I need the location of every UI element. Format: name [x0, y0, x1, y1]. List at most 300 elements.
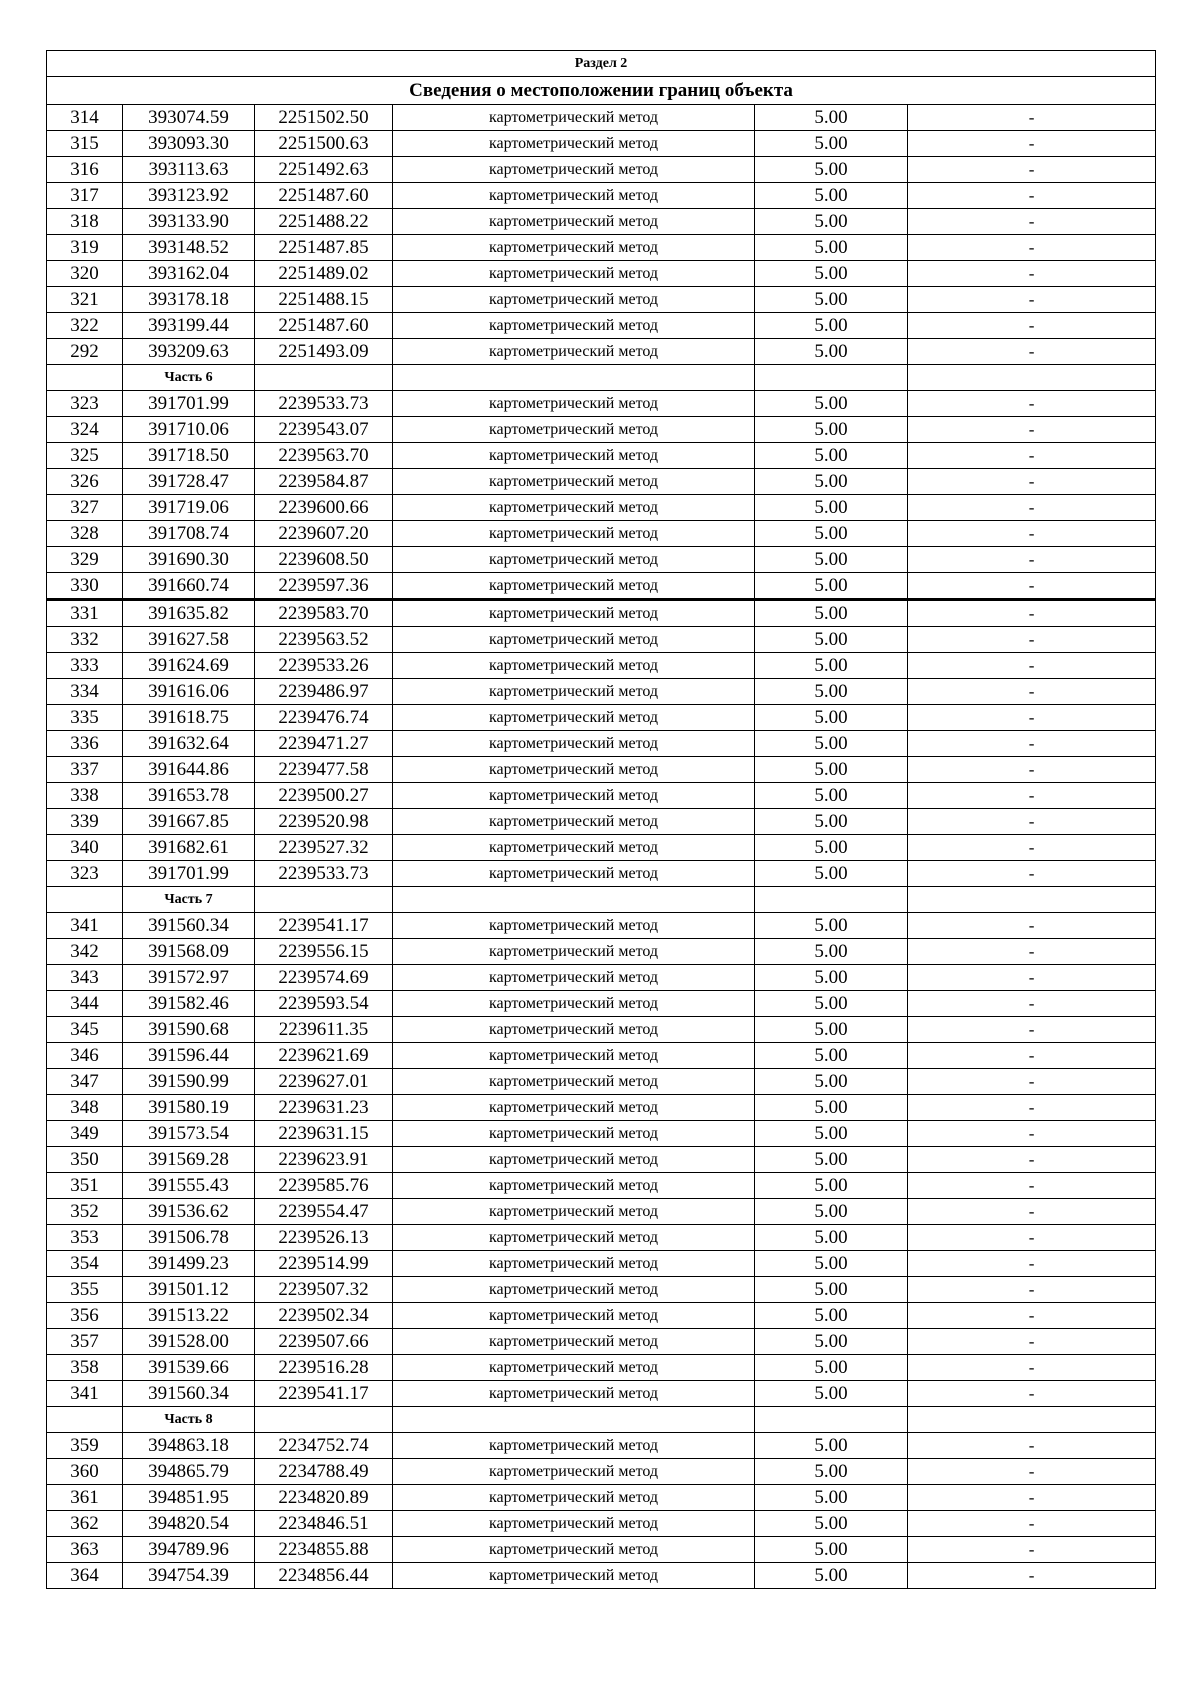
accuracy-cell: 5.00: [755, 573, 908, 600]
accuracy-cell: 5.00: [755, 443, 908, 469]
x-coordinate-cell: 393074.59: [123, 105, 255, 131]
method-cell: картометрический метод: [393, 287, 755, 313]
x-coordinate-cell: 391568.09: [123, 939, 255, 965]
x-coordinate-cell: 391590.99: [123, 1069, 255, 1095]
empty-cell: [47, 887, 123, 913]
table-row: [47, 1251, 1156, 1277]
x-coordinate-cell: 391580.19: [123, 1095, 255, 1121]
method-cell: картометрический метод: [393, 339, 755, 365]
point-number-cell: 342: [47, 939, 123, 965]
y-coordinate-cell: 2239585.76: [255, 1173, 393, 1199]
table-row: [47, 235, 1156, 261]
note-cell: -: [908, 965, 1156, 991]
method-cell: картометрический метод: [393, 1355, 755, 1381]
y-coordinate-cell: 2239623.91: [255, 1147, 393, 1173]
x-coordinate-cell: 391718.50: [123, 443, 255, 469]
x-coordinate-cell: 391536.62: [123, 1199, 255, 1225]
y-coordinate-cell: 2239476.74: [255, 705, 393, 731]
y-coordinate-cell: 2251489.02: [255, 261, 393, 287]
point-number-cell: 351: [47, 1173, 123, 1199]
note-cell: -: [908, 1563, 1156, 1589]
table-row: [47, 131, 1156, 157]
note-cell: -: [908, 679, 1156, 705]
point-number-cell: 360: [47, 1459, 123, 1485]
y-coordinate-cell: 2239600.66: [255, 495, 393, 521]
note-cell: -: [908, 287, 1156, 313]
y-coordinate-cell: 2239526.13: [255, 1225, 393, 1251]
note-cell: -: [908, 600, 1156, 627]
method-cell: картометрический метод: [393, 495, 755, 521]
x-coordinate-cell: 394754.39: [123, 1563, 255, 1589]
part-header-row: [47, 887, 1156, 913]
note-cell: -: [908, 1329, 1156, 1355]
table-row: [47, 1199, 1156, 1225]
point-number-cell: 359: [47, 1433, 123, 1459]
note-cell: -: [908, 1251, 1156, 1277]
y-coordinate-cell: 2239584.87: [255, 469, 393, 495]
accuracy-cell: 5.00: [755, 339, 908, 365]
accuracy-cell: 5.00: [755, 1485, 908, 1511]
accuracy-cell: 5.00: [755, 731, 908, 757]
note-cell: -: [908, 521, 1156, 547]
accuracy-cell: 5.00: [755, 1121, 908, 1147]
method-cell: картометрический метод: [393, 965, 755, 991]
note-cell: -: [908, 1511, 1156, 1537]
x-coordinate-cell: 394789.96: [123, 1537, 255, 1563]
point-number-cell: 354: [47, 1251, 123, 1277]
table-row: [47, 1303, 1156, 1329]
y-coordinate-cell: 2239563.52: [255, 627, 393, 653]
method-cell: картометрический метод: [393, 1303, 755, 1329]
table-row: [47, 783, 1156, 809]
part-label: Часть 8: [123, 1407, 255, 1433]
empty-cell: [393, 365, 755, 391]
method-cell: картометрический метод: [393, 1043, 755, 1069]
y-coordinate-cell: 2239477.58: [255, 757, 393, 783]
point-number-cell: 361: [47, 1485, 123, 1511]
table-row: [47, 1277, 1156, 1303]
method-cell: картометрический метод: [393, 1537, 755, 1563]
point-number-cell: 346: [47, 1043, 123, 1069]
title-row: [47, 77, 1156, 105]
table-row: [47, 679, 1156, 705]
x-coordinate-cell: 391573.54: [123, 1121, 255, 1147]
x-coordinate-cell: 391560.34: [123, 913, 255, 939]
point-number-cell: 344: [47, 991, 123, 1017]
table-row: [47, 1095, 1156, 1121]
accuracy-cell: 5.00: [755, 1329, 908, 1355]
y-coordinate-cell: 2239486.97: [255, 679, 393, 705]
method-cell: картометрический метод: [393, 1459, 755, 1485]
point-number-cell: 326: [47, 469, 123, 495]
y-coordinate-cell: 2239527.32: [255, 835, 393, 861]
table-row: [47, 573, 1156, 600]
point-number-cell: 324: [47, 417, 123, 443]
x-coordinate-cell: 391569.28: [123, 1147, 255, 1173]
empty-cell: [755, 887, 908, 913]
method-cell: картометрический метод: [393, 1095, 755, 1121]
note-cell: -: [908, 209, 1156, 235]
x-coordinate-cell: 393162.04: [123, 261, 255, 287]
accuracy-cell: 5.00: [755, 1511, 908, 1537]
y-coordinate-cell: 2251502.50: [255, 105, 393, 131]
x-coordinate-cell: 391719.06: [123, 495, 255, 521]
table-title: Сведения о местоположении границ объекта: [47, 77, 1156, 105]
y-coordinate-cell: 2239631.23: [255, 1095, 393, 1121]
method-cell: картометрический метод: [393, 1381, 755, 1407]
accuracy-cell: 5.00: [755, 287, 908, 313]
table-row: [47, 105, 1156, 131]
y-coordinate-cell: 2239631.15: [255, 1121, 393, 1147]
empty-cell: [755, 1407, 908, 1433]
x-coordinate-cell: 391644.86: [123, 757, 255, 783]
y-coordinate-cell: 2239516.28: [255, 1355, 393, 1381]
y-coordinate-cell: 2239520.98: [255, 809, 393, 835]
note-cell: -: [908, 1017, 1156, 1043]
x-coordinate-cell: 394865.79: [123, 1459, 255, 1485]
accuracy-cell: 5.00: [755, 913, 908, 939]
x-coordinate-cell: 393113.63: [123, 157, 255, 183]
part-label: Часть 7: [123, 887, 255, 913]
note-cell: -: [908, 313, 1156, 339]
y-coordinate-cell: 2239574.69: [255, 965, 393, 991]
part-label: Часть 6: [123, 365, 255, 391]
empty-cell: [255, 887, 393, 913]
point-number-cell: 348: [47, 1095, 123, 1121]
document-page: [46, 50, 1155, 1589]
method-cell: картометрический метод: [393, 939, 755, 965]
table-row: [47, 547, 1156, 573]
point-number-cell: 338: [47, 783, 123, 809]
accuracy-cell: 5.00: [755, 547, 908, 573]
method-cell: картометрический метод: [393, 1485, 755, 1511]
note-cell: -: [908, 1199, 1156, 1225]
y-coordinate-cell: 2239597.36: [255, 573, 393, 600]
table-row: [47, 417, 1156, 443]
point-number-cell: 356: [47, 1303, 123, 1329]
table-row: [47, 861, 1156, 887]
x-coordinate-cell: 391728.47: [123, 469, 255, 495]
note-cell: -: [908, 495, 1156, 521]
method-cell: картометрический метод: [393, 547, 755, 573]
x-coordinate-cell: 391701.99: [123, 391, 255, 417]
point-number-cell: 362: [47, 1511, 123, 1537]
x-coordinate-cell: 391506.78: [123, 1225, 255, 1251]
x-coordinate-cell: 391616.06: [123, 679, 255, 705]
method-cell: картометрический метод: [393, 261, 755, 287]
method-cell: картометрический метод: [393, 313, 755, 339]
section-label: Раздел 2: [47, 51, 1156, 77]
note-cell: -: [908, 183, 1156, 209]
table-row: [47, 1329, 1156, 1355]
y-coordinate-cell: 2239471.27: [255, 731, 393, 757]
x-coordinate-cell: 391632.64: [123, 731, 255, 757]
y-coordinate-cell: 2251493.09: [255, 339, 393, 365]
method-cell: картометрический метод: [393, 835, 755, 861]
table-row: [47, 1069, 1156, 1095]
method-cell: картометрический метод: [393, 1329, 755, 1355]
accuracy-cell: 5.00: [755, 209, 908, 235]
note-cell: -: [908, 1459, 1156, 1485]
note-cell: -: [908, 1147, 1156, 1173]
method-cell: картометрический метод: [393, 1017, 755, 1043]
x-coordinate-cell: 391701.99: [123, 861, 255, 887]
method-cell: картометрический метод: [393, 469, 755, 495]
accuracy-cell: 5.00: [755, 835, 908, 861]
accuracy-cell: 5.00: [755, 131, 908, 157]
x-coordinate-cell: 391590.68: [123, 1017, 255, 1043]
accuracy-cell: 5.00: [755, 1537, 908, 1563]
table-row: [47, 1459, 1156, 1485]
note-cell: -: [908, 627, 1156, 653]
method-cell: картометрический метод: [393, 521, 755, 547]
point-number-cell: 328: [47, 521, 123, 547]
table-row: [47, 1121, 1156, 1147]
y-coordinate-cell: 2239500.27: [255, 783, 393, 809]
accuracy-cell: 5.00: [755, 313, 908, 339]
point-number-cell: 337: [47, 757, 123, 783]
accuracy-cell: 5.00: [755, 809, 908, 835]
note-cell: -: [908, 339, 1156, 365]
point-number-cell: 321: [47, 287, 123, 313]
method-cell: картометрический метод: [393, 1251, 755, 1277]
note-cell: -: [908, 417, 1156, 443]
method-cell: картометрический метод: [393, 1433, 755, 1459]
accuracy-cell: 5.00: [755, 1303, 908, 1329]
table-row: [47, 1147, 1156, 1173]
x-coordinate-cell: 393178.18: [123, 287, 255, 313]
accuracy-cell: 5.00: [755, 105, 908, 131]
note-cell: -: [908, 469, 1156, 495]
note-cell: -: [908, 809, 1156, 835]
table-row: [47, 1511, 1156, 1537]
accuracy-cell: 5.00: [755, 1095, 908, 1121]
accuracy-cell: 5.00: [755, 157, 908, 183]
y-coordinate-cell: 2239502.34: [255, 1303, 393, 1329]
method-cell: картометрический метод: [393, 391, 755, 417]
table-row: [47, 521, 1156, 547]
point-number-cell: 335: [47, 705, 123, 731]
method-cell: картометрический метод: [393, 417, 755, 443]
y-coordinate-cell: 2234855.88: [255, 1537, 393, 1563]
point-number-cell: 333: [47, 653, 123, 679]
point-number-cell: 352: [47, 1199, 123, 1225]
note-cell: -: [908, 939, 1156, 965]
x-coordinate-cell: 391710.06: [123, 417, 255, 443]
note-cell: -: [908, 1537, 1156, 1563]
x-coordinate-cell: 391624.69: [123, 653, 255, 679]
point-number-cell: 329: [47, 547, 123, 573]
table-row: [47, 183, 1156, 209]
x-coordinate-cell: 391501.12: [123, 1277, 255, 1303]
y-coordinate-cell: 2239621.69: [255, 1043, 393, 1069]
point-number-cell: 363: [47, 1537, 123, 1563]
table-row: [47, 757, 1156, 783]
y-coordinate-cell: 2239608.50: [255, 547, 393, 573]
x-coordinate-cell: 391653.78: [123, 783, 255, 809]
y-coordinate-cell: 2239541.17: [255, 1381, 393, 1407]
method-cell: картометрический метод: [393, 1199, 755, 1225]
y-coordinate-cell: 2239583.70: [255, 600, 393, 627]
part-header-row: [47, 365, 1156, 391]
note-cell: -: [908, 757, 1156, 783]
y-coordinate-cell: 2239514.99: [255, 1251, 393, 1277]
accuracy-cell: 5.00: [755, 653, 908, 679]
table-row: [47, 339, 1156, 365]
point-number-cell: 334: [47, 679, 123, 705]
point-number-cell: 357: [47, 1329, 123, 1355]
note-cell: -: [908, 443, 1156, 469]
y-coordinate-cell: 2239607.20: [255, 521, 393, 547]
table-row: [47, 731, 1156, 757]
x-coordinate-cell: 391499.23: [123, 1251, 255, 1277]
accuracy-cell: 5.00: [755, 861, 908, 887]
table-row: [47, 835, 1156, 861]
method-cell: картометрический метод: [393, 913, 755, 939]
accuracy-cell: 5.00: [755, 261, 908, 287]
empty-cell: [47, 365, 123, 391]
point-number-cell: 349: [47, 1121, 123, 1147]
accuracy-cell: 5.00: [755, 469, 908, 495]
x-coordinate-cell: 394851.95: [123, 1485, 255, 1511]
method-cell: картометрический метод: [393, 235, 755, 261]
accuracy-cell: 5.00: [755, 391, 908, 417]
note-cell: -: [908, 1485, 1156, 1511]
table-row: [47, 600, 1156, 627]
x-coordinate-cell: 394820.54: [123, 1511, 255, 1537]
accuracy-cell: 5.00: [755, 757, 908, 783]
table-row: [47, 705, 1156, 731]
note-cell: -: [908, 1303, 1156, 1329]
accuracy-cell: 5.00: [755, 627, 908, 653]
y-coordinate-cell: 2239593.54: [255, 991, 393, 1017]
x-coordinate-cell: 391539.66: [123, 1355, 255, 1381]
method-cell: картометрический метод: [393, 757, 755, 783]
empty-cell: [908, 887, 1156, 913]
accuracy-cell: 5.00: [755, 1199, 908, 1225]
note-cell: -: [908, 547, 1156, 573]
note-cell: -: [908, 235, 1156, 261]
accuracy-cell: 5.00: [755, 965, 908, 991]
note-cell: -: [908, 1433, 1156, 1459]
empty-cell: [255, 1407, 393, 1433]
point-number-cell: 322: [47, 313, 123, 339]
method-cell: картометрический метод: [393, 157, 755, 183]
note-cell: -: [908, 131, 1156, 157]
accuracy-cell: 5.00: [755, 417, 908, 443]
point-number-cell: 317: [47, 183, 123, 209]
section-row: [47, 51, 1156, 77]
note-cell: -: [908, 783, 1156, 809]
point-number-cell: 358: [47, 1355, 123, 1381]
point-number-cell: 341: [47, 913, 123, 939]
x-coordinate-cell: 393133.90: [123, 209, 255, 235]
x-coordinate-cell: 391708.74: [123, 521, 255, 547]
x-coordinate-cell: 391582.46: [123, 991, 255, 1017]
x-coordinate-cell: 391682.61: [123, 835, 255, 861]
accuracy-cell: 5.00: [755, 1043, 908, 1069]
method-cell: картометрический метод: [393, 600, 755, 627]
accuracy-cell: 5.00: [755, 1433, 908, 1459]
x-coordinate-cell: 391513.22: [123, 1303, 255, 1329]
table-row: [47, 157, 1156, 183]
table-row: [47, 1537, 1156, 1563]
accuracy-cell: 5.00: [755, 1355, 908, 1381]
x-coordinate-cell: 391627.58: [123, 627, 255, 653]
note-cell: -: [908, 913, 1156, 939]
point-number-cell: 341: [47, 1381, 123, 1407]
x-coordinate-cell: 391667.85: [123, 809, 255, 835]
y-coordinate-cell: 2239554.47: [255, 1199, 393, 1225]
method-cell: картометрический метод: [393, 1277, 755, 1303]
table-row: [47, 1355, 1156, 1381]
x-coordinate-cell: 394863.18: [123, 1433, 255, 1459]
method-cell: картометрический метод: [393, 573, 755, 600]
table-row: [47, 991, 1156, 1017]
accuracy-cell: 5.00: [755, 495, 908, 521]
empty-cell: [908, 1407, 1156, 1433]
point-number-cell: 350: [47, 1147, 123, 1173]
point-number-cell: 343: [47, 965, 123, 991]
point-number-cell: 332: [47, 627, 123, 653]
point-number-cell: 316: [47, 157, 123, 183]
point-number-cell: 327: [47, 495, 123, 521]
y-coordinate-cell: 2239627.01: [255, 1069, 393, 1095]
table-row: [47, 1043, 1156, 1069]
table-row: [47, 261, 1156, 287]
accuracy-cell: 5.00: [755, 1563, 908, 1589]
x-coordinate-cell: 393093.30: [123, 131, 255, 157]
table-row: [47, 913, 1156, 939]
point-number-cell: 314: [47, 105, 123, 131]
accuracy-cell: 5.00: [755, 235, 908, 261]
method-cell: картометрический метод: [393, 809, 755, 835]
point-number-cell: 353: [47, 1225, 123, 1251]
y-coordinate-cell: 2251492.63: [255, 157, 393, 183]
note-cell: -: [908, 731, 1156, 757]
empty-cell: [755, 365, 908, 391]
method-cell: картометрический метод: [393, 105, 755, 131]
note-cell: -: [908, 1355, 1156, 1381]
y-coordinate-cell: 2251488.22: [255, 209, 393, 235]
note-cell: -: [908, 1121, 1156, 1147]
y-coordinate-cell: 2234788.49: [255, 1459, 393, 1485]
accuracy-cell: 5.00: [755, 705, 908, 731]
point-number-cell: 364: [47, 1563, 123, 1589]
y-coordinate-cell: 2239533.73: [255, 861, 393, 887]
note-cell: -: [908, 1381, 1156, 1407]
method-cell: картометрический метод: [393, 1121, 755, 1147]
empty-cell: [393, 887, 755, 913]
note-cell: -: [908, 653, 1156, 679]
table-row: [47, 313, 1156, 339]
note-cell: -: [908, 1069, 1156, 1095]
table-row: [47, 1563, 1156, 1589]
accuracy-cell: 5.00: [755, 1069, 908, 1095]
y-coordinate-cell: 2251500.63: [255, 131, 393, 157]
point-number-cell: 318: [47, 209, 123, 235]
table-row: [47, 1433, 1156, 1459]
point-number-cell: 336: [47, 731, 123, 757]
method-cell: картометрический метод: [393, 1563, 755, 1589]
method-cell: картометрический метод: [393, 209, 755, 235]
method-cell: картометрический метод: [393, 1069, 755, 1095]
point-number-cell: 323: [47, 861, 123, 887]
empty-cell: [393, 1407, 755, 1433]
accuracy-cell: 5.00: [755, 1459, 908, 1485]
table-row: [47, 469, 1156, 495]
accuracy-cell: 5.00: [755, 1173, 908, 1199]
